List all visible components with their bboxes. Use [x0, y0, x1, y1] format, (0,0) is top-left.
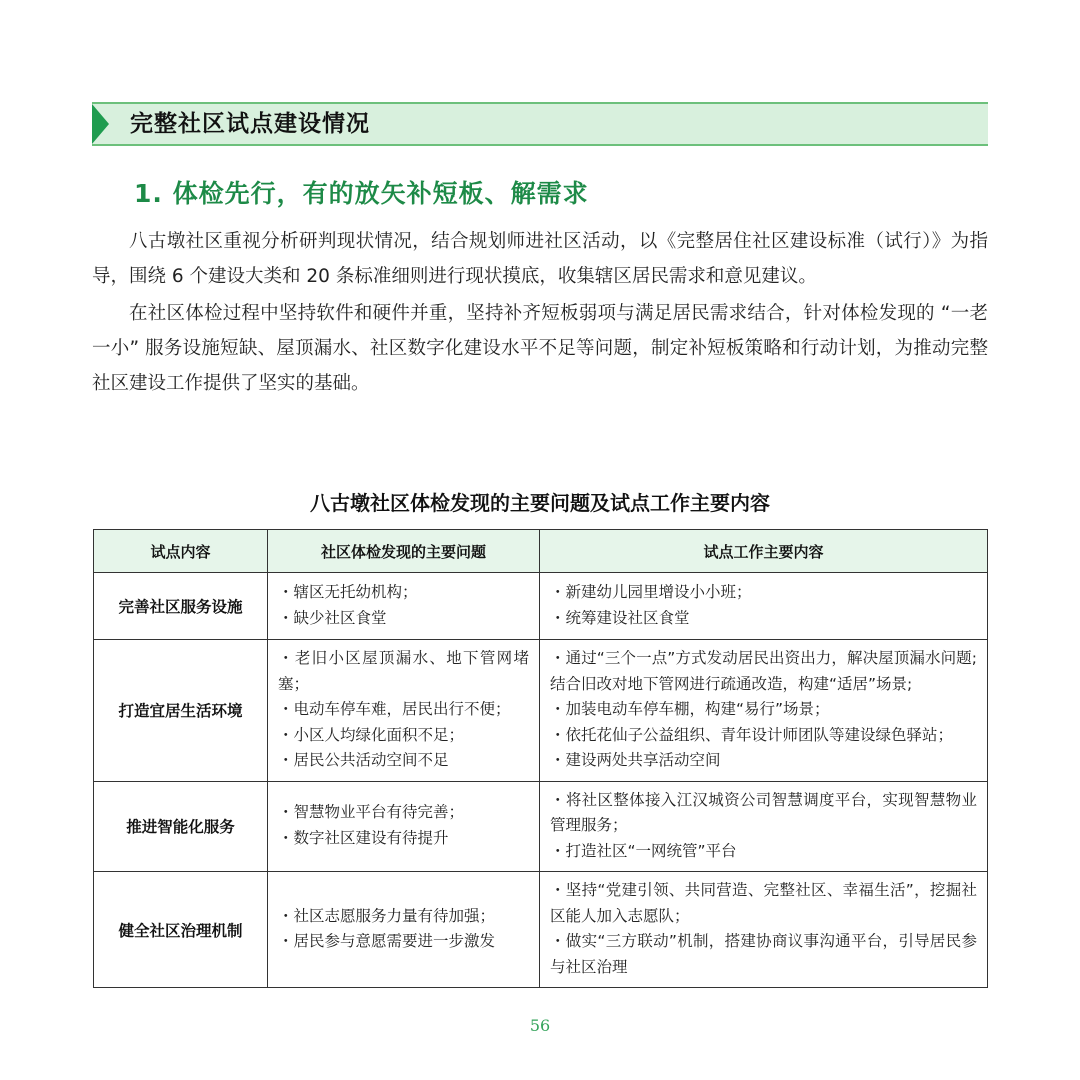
row-category: 推进智能化服务: [94, 781, 268, 872]
row-category: 健全社区治理机制: [94, 872, 268, 988]
work-item: ・通过“三个一点”方式发动居民出资出力，解决屋顶漏水问题; 结合旧改对地下管网进行疏通改造，构建“适居”场景;: [550, 649, 977, 693]
problem-item: ・电动车停车难，居民出行不便；: [278, 700, 511, 718]
problem-item: ・居民公共活动空间不足: [278, 751, 449, 769]
row-category: 打造宜居生活环境: [94, 640, 268, 782]
header-main-work: 试点工作主要内容: [540, 530, 988, 573]
problem-item: ・智慧物业平台有待完善；: [278, 803, 465, 822]
row-problems: [268, 872, 540, 988]
table-row: [94, 781, 988, 872]
row-work: [540, 640, 988, 782]
table-row: [94, 872, 988, 988]
row-work: [540, 872, 988, 988]
work-item: ・建设两处共享活动空间: [550, 751, 721, 769]
work-item: ・新建幼儿园里增设小小班；: [550, 583, 752, 601]
paragraph-2: 在社区体检过程中坚持软件和硬件并重，坚持补齐短板弱项与满足居民需求结合，针对体检发现的 “一老一小” 服务设施短缺、屋顶漏水、社区数字化建设水平不足等问题，制定补短板策略和行动计划，为推动完整社区建设工作提供了坚实的基础。: [92, 303, 988, 394]
table-title: 八古墩社区体检发现的主要问题及试点工作主要内容: [310, 491, 770, 515]
work-item: ・打造社区“一网统管”平台: [550, 841, 737, 860]
paragraph-1: 八古墩社区重视分析研判现状情况，结合规划师进社区活动，以《完整居住社区建设标准（试行）》为指导，围绕 6 个建设大类和 20 条标准细则进行现状摸底，收集辖区居民需求和意见建议。: [92, 231, 988, 287]
issues-table: [93, 529, 988, 988]
problem-item: ・居民参与意愿需要进一步激发: [278, 932, 496, 950]
row-work: [540, 781, 988, 872]
table-row: [94, 573, 988, 640]
work-item: ・加装电动车停车棚，构建“易行”场景；: [550, 700, 830, 718]
row-problems: [268, 781, 540, 872]
arrow-marker-icon: [92, 104, 109, 144]
work-item: ・统筹建设社区食堂: [550, 608, 690, 627]
work-item: ・将社区整体接入江汉城资公司智慧调度平台，实现智慧物业管理服务；: [550, 790, 977, 834]
header-problems: 社区体检发现的主要问题: [268, 530, 540, 573]
row-category: 完善社区服务设施: [94, 573, 268, 640]
row-problems: [268, 640, 540, 782]
subheading: 1. 体检先行，有的放矢补短板、解需求: [134, 179, 589, 208]
row-work: [540, 573, 988, 640]
page-number: 56: [529, 1016, 551, 1035]
problem-item: ・辖区无托幼机构；: [278, 583, 418, 601]
table-header-row: [94, 530, 988, 573]
problem-item: ・社区志愿服务力量有待加强；: [278, 906, 496, 925]
work-item: ・做实“三方联动”机制，搭建协商议事沟通平台，引导居民参与社区治理: [550, 932, 977, 976]
problem-item: ・缺少社区食堂: [278, 608, 387, 627]
section-banner: [92, 102, 988, 146]
work-item: ・坚持“党建引领、共同营造、完整社区、幸福生活”，挖掘社区能人加入志愿队；: [550, 881, 977, 925]
problem-item: ・老旧小区屋顶漏水、地下管网堵塞；: [278, 649, 529, 693]
section-title: 完整社区试点建设情况: [130, 111, 370, 137]
header-pilot-content: 试点内容: [94, 530, 268, 573]
work-item: ・依托花仙子公益组织、青年设计师团队等建设绿色驿站；: [550, 725, 954, 744]
table-row: [94, 640, 988, 782]
problem-item: ・小区人均绿化面积不足；: [278, 725, 465, 744]
row-problems: [268, 573, 540, 640]
problem-item: ・数字社区建设有待提升: [278, 828, 449, 847]
